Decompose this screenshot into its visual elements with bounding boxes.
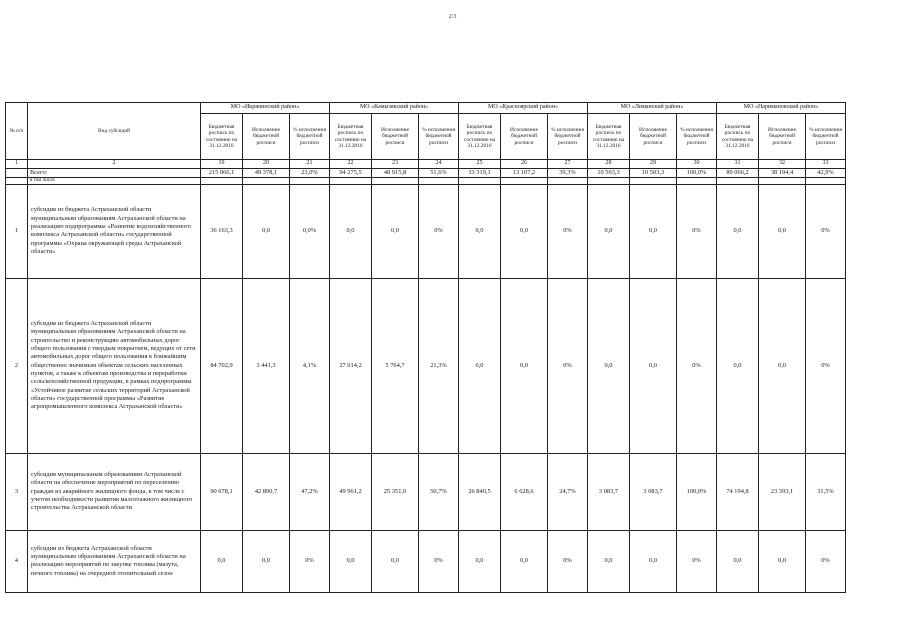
col-number: 27 (548, 160, 588, 169)
col-number: 33 (806, 160, 846, 169)
row-value: 3 083,7 (588, 453, 630, 530)
col-number: 25 (459, 160, 501, 169)
row-value: 0% (548, 184, 588, 278)
row-value: 0,0 (243, 530, 290, 592)
col-number: 20 (243, 160, 290, 169)
row-value: 0,0 (630, 278, 677, 453)
col-number: 32 (759, 160, 806, 169)
row-value: 0,0 (372, 184, 419, 278)
total-value: 10 503,3 (630, 168, 677, 177)
header-col-num: № п/п (6, 103, 28, 160)
row-value: 50,7% (419, 453, 459, 530)
row-value: 0,0 (759, 530, 806, 592)
header-subcol: Бюджетная роспись по состоянию на 31.12.2016 (588, 114, 630, 160)
total-value: 42,9% (806, 168, 846, 177)
header-subcol: % исполнения бюджетной росписи (290, 114, 330, 160)
total-value: 10 503,3 (588, 168, 630, 177)
col-number: 19 (201, 160, 243, 169)
row-value: 47,2% (290, 453, 330, 530)
row-value: 26 840,5 (459, 453, 501, 530)
row-value: 0,0 (630, 184, 677, 278)
header-subcol: Исполнение бюджетной росписи (501, 114, 548, 160)
row-value: 0,0 (459, 278, 501, 453)
row-value: 42 800,7 (243, 453, 290, 530)
total-value: 89 066,2 (717, 168, 759, 177)
total-value: 23,0% (290, 168, 330, 177)
total-value: 100,0% (677, 168, 717, 177)
row-value: 49 961,2 (330, 453, 372, 530)
subsidy-table (5, 102, 846, 593)
row-value: 36 163,3 (201, 184, 243, 278)
row-value: 23 393,1 (759, 453, 806, 530)
header-subcol: % исполнения бюджетной росписи (806, 114, 846, 160)
row-value: 0,0 (330, 184, 372, 278)
row-value: 0,0 (501, 184, 548, 278)
row-value: 0,0 (372, 530, 419, 592)
row-number: 1 (6, 184, 28, 278)
row-value: 0,0 (501, 530, 548, 592)
header-subcol: % исполнения бюджетной росписи (419, 114, 459, 160)
row-value: 4,1% (290, 278, 330, 453)
total-value: 94 275,5 (330, 168, 372, 177)
row-value: 0% (548, 530, 588, 592)
row-value: 0,0 (588, 278, 630, 453)
header-subcol: Исполнение бюджетной росписи (243, 114, 290, 160)
row-value: 0% (290, 530, 330, 592)
header-subcol: Исполнение бюджетной росписи (759, 114, 806, 160)
row-value: 0% (419, 530, 459, 592)
header-col-name: Вид субсидий (28, 103, 201, 160)
in-that-number-label: в том числе (28, 177, 201, 184)
col-number: 26 (501, 160, 548, 169)
row-value: 3 083,7 (630, 453, 677, 530)
table-row (6, 184, 846, 278)
header-subcol: Бюджетная роспись по состоянию на 31.12.2016 (459, 114, 501, 160)
total-value: 13 107,2 (501, 168, 548, 177)
row-value: 0,0 (759, 278, 806, 453)
col-number: 21 (290, 160, 330, 169)
row-value: 84 702,9 (201, 278, 243, 453)
row-value: 90 678,1 (201, 453, 243, 530)
row-value: 0,0 (717, 278, 759, 453)
row-description: субсидия муниципальным образованиям Астраханской области на обеспечение мероприятий по переселению граждан из аварийного жилищного фонда, в том числе с учетом необходимости развития малоэтажного жилищного строительства Астраханской области (28, 453, 201, 530)
header-subcol: % исполнения бюджетной росписи (548, 114, 588, 160)
row-number: 3 (6, 453, 28, 530)
row-value: 0,0 (630, 530, 677, 592)
row-value: 0,0 (588, 530, 630, 592)
row-value: 0% (548, 278, 588, 453)
row-number: 4 (6, 530, 28, 592)
col-number: 2 (28, 160, 201, 169)
header-subcol: Исполнение бюджетной росписи (630, 114, 677, 160)
row-value: 24,7% (548, 453, 588, 530)
row-value: 0,0 (501, 278, 548, 453)
header-subcol: Бюджетная роспись по состоянию на 31.12.2016 (717, 114, 759, 160)
total-value: 38 194,4 (759, 168, 806, 177)
row-value: 0,0 (717, 184, 759, 278)
table-row (6, 530, 846, 592)
row-number: 2 (6, 278, 28, 453)
col-number: 29 (630, 160, 677, 169)
col-number: 1 (6, 160, 28, 169)
header-region: МО «Икрянинский район» (201, 103, 330, 114)
row-value: 0,0 (459, 184, 501, 278)
row-value: 100,0% (677, 453, 717, 530)
row-value: 0,0 (201, 530, 243, 592)
row-value: 0,0 (717, 530, 759, 592)
in-that-number-row (6, 177, 846, 184)
row-value: 0,0% (290, 184, 330, 278)
row-value: 31,5% (806, 453, 846, 530)
row-value: 21,3% (419, 278, 459, 453)
total-value: 48 915,8 (372, 168, 419, 177)
total-num-cell (6, 168, 28, 177)
row-value: 6 628,6 (501, 453, 548, 530)
row-value: 27 014,2 (330, 278, 372, 453)
col-number: 30 (677, 160, 717, 169)
total-value: 49 378,1 (243, 168, 290, 177)
col-number: 23 (372, 160, 419, 169)
row-value: 0% (677, 530, 717, 592)
col-number: 24 (419, 160, 459, 169)
column-number-row (6, 160, 846, 169)
row-description: субсидия из бюджета Астраханской области муниципальным образованиям Астраханской области на строительство и реконструкцию автомобильных дорог общего пользования с твердым покрытием, ведущих от сети автомобильных дорог общего пользования к ближайшим общественно значимым объектам сельских населенных пунктов, а также к объектам производства и переработки сельскохозяйственной продукции, в рамках подпрограммы «Устойчивое развитие сельских территорий Астраханской области» государственной программы «Развитие агропромышленного комплекса Астраханской области» (28, 278, 201, 453)
header-region-row (6, 103, 846, 114)
row-value: 0% (419, 184, 459, 278)
header-region: МО «Наримановский район» (717, 103, 846, 114)
total-row (6, 168, 846, 177)
header-subcol: Бюджетная роспись по состоянию на 31.12.2016 (201, 114, 243, 160)
header-subcol: Бюджетная роспись по состоянию на 31.12.2016 (330, 114, 372, 160)
header-subcol: % исполнения бюджетной росписи (677, 114, 717, 160)
header-region: МО «Камызякский район» (330, 103, 459, 114)
table-row (6, 278, 846, 453)
header-region: МО «Красноярский район» (459, 103, 588, 114)
row-value: 0,0 (243, 184, 290, 278)
row-value: 0% (806, 530, 846, 592)
row-value: 0% (806, 278, 846, 453)
row-value: 0% (677, 184, 717, 278)
row-value: 0% (677, 278, 717, 453)
row-value: 0,0 (759, 184, 806, 278)
page-number: 2/3 (448, 14, 457, 20)
total-value: 39,3% (548, 168, 588, 177)
row-description: субсидии из бюджета Астраханской области муниципальным образованиям Астраханской области на реализацию мероприятий по закупке топлива (мазута, печного топлива) на очередной отопительный сезон (28, 530, 201, 592)
row-value: 25 351,0 (372, 453, 419, 530)
row-value: 5 764,7 (372, 278, 419, 453)
row-value: 0,0 (588, 184, 630, 278)
row-value: 0,0 (459, 530, 501, 592)
row-value: 0,0 (330, 530, 372, 592)
total-label: Всего: (28, 168, 201, 177)
header-region: МО «Лиманский район» (588, 103, 717, 114)
col-number: 31 (717, 160, 759, 169)
col-number: 22 (330, 160, 372, 169)
row-value: 74 194,8 (717, 453, 759, 530)
total-value: 51,6% (419, 168, 459, 177)
col-number: 28 (588, 160, 630, 169)
row-value: 3 441,3 (243, 278, 290, 453)
header-subcol: Исполнение бюджетной росписи (372, 114, 419, 160)
total-value: 33 319,1 (459, 168, 501, 177)
row-value: 0% (806, 184, 846, 278)
table-row (6, 453, 846, 530)
row-description: субсидия из бюджета Астраханской области муниципальным образованиям Астраханской области на реализацию подпрограммы «Развитие водохозяйственного комплекса Астраханской области» государственной программы «Охрана окружающей среды Астраханской области» (28, 184, 201, 278)
total-value: 215 066,1 (201, 168, 243, 177)
